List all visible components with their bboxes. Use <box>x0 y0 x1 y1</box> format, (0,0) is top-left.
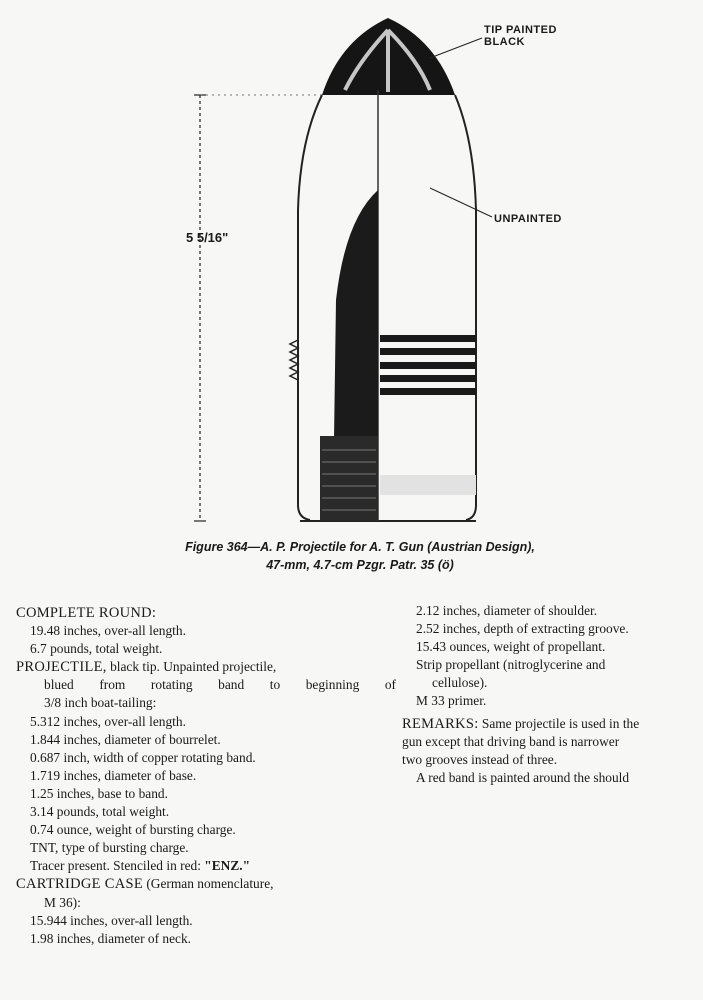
spec-line: 1.98 inches, diameter of neck. <box>30 930 192 946</box>
right-column <box>402 602 703 787</box>
propellant-line: Strip propellant (nitroglycerine and <box>416 657 606 673</box>
caption-line-2: 47-mm, 4.7-cm Pzgr. Patr. 35 (ö) <box>266 558 454 572</box>
left-column <box>16 604 396 948</box>
stencil-marking: "ENZ." <box>204 858 251 874</box>
spec-line: 6.7 pounds, total weight. <box>30 641 163 657</box>
cartridge-heading-line <box>16 875 396 893</box>
remarks-line <box>402 715 703 733</box>
dimension-label: 5 5/16" <box>186 230 229 245</box>
projectile-intro: 3/8 inch boat-tailing: <box>44 695 157 711</box>
unpainted-leader <box>430 188 492 217</box>
remarks-text: Same projectile is used in the <box>478 715 640 731</box>
tip-callout-line2: BLACK <box>484 36 525 48</box>
spec-line: 5.312 inches, over-all length. <box>30 713 186 729</box>
tracer-text: Tracer present. Stenciled in red: <box>30 858 205 874</box>
figure-caption <box>150 538 570 574</box>
spec-line: 19.48 inches, over-all length. <box>30 623 186 639</box>
cartridge-heading-rest: (German nomenclature, <box>143 876 274 892</box>
remarks-line: gun except that driving band is narrower <box>402 733 620 749</box>
spec-line: 15.944 inches, over-all length. <box>30 912 193 928</box>
rotating-band-section <box>290 340 298 380</box>
propellant-line: cellulose). <box>432 675 488 691</box>
spec-line: 2.12 inches, diameter of shoulder. <box>416 603 598 618</box>
rotating-band-stripes <box>380 335 476 395</box>
projectile-heading: PROJECTILE, <box>16 659 107 676</box>
remarks-line: A red band is painted around the should <box>416 769 630 785</box>
spec-line: 3.14 pounds, total weight. <box>30 804 170 820</box>
unpainted-callout: UNPAINTED <box>494 213 562 225</box>
projectile-intro: blued from rotating band to beginning of <box>44 677 396 693</box>
base-plug <box>320 436 378 521</box>
bursting-charge-cavity <box>334 190 378 440</box>
primer-line: M 33 primer. <box>416 693 487 709</box>
cartridge-heading-cont: M 36): <box>44 894 81 910</box>
projectile-right-outline <box>455 95 476 520</box>
spec-line: 1.719 inches, diameter of base. <box>30 767 197 783</box>
spec-line: 0.74 ounce, weight of bursting charge. <box>30 822 236 838</box>
remarks-line: two grooves instead of three. <box>402 751 558 767</box>
tip-callout <box>484 24 557 48</box>
projectile-heading-line <box>16 658 396 676</box>
tip-callout-line1: TIP PAINTED <box>484 24 557 36</box>
projectile-heading-rest: black tip. Unpainted projectile, <box>106 659 277 675</box>
spec-line: TNT, type of bursting charge. <box>30 840 189 856</box>
caption-line-1: Figure 364—A. P. Projectile for A. T. Gun (Austrian Design), <box>185 540 535 554</box>
remarks-label: REMARKS: <box>402 715 479 732</box>
tracer-line <box>16 857 396 875</box>
spec-line: 2.52 inches, depth of extracting groove. <box>416 621 629 637</box>
projectile-left-outline <box>298 95 322 520</box>
complete-round-heading: COMPLETE ROUND: <box>16 605 157 621</box>
tip-leader <box>430 38 482 58</box>
spec-line: 0.687 inch, width of copper rotating band. <box>30 749 256 765</box>
cartridge-case-heading: CARTRIDGE CASE <box>16 876 143 893</box>
spec-line: 15.43 ounces, weight of propellant. <box>416 639 606 655</box>
spec-line: 1.844 inches, diameter of bourrelet. <box>30 731 221 747</box>
spec-line: 1.25 inches, base to band. <box>30 785 168 801</box>
